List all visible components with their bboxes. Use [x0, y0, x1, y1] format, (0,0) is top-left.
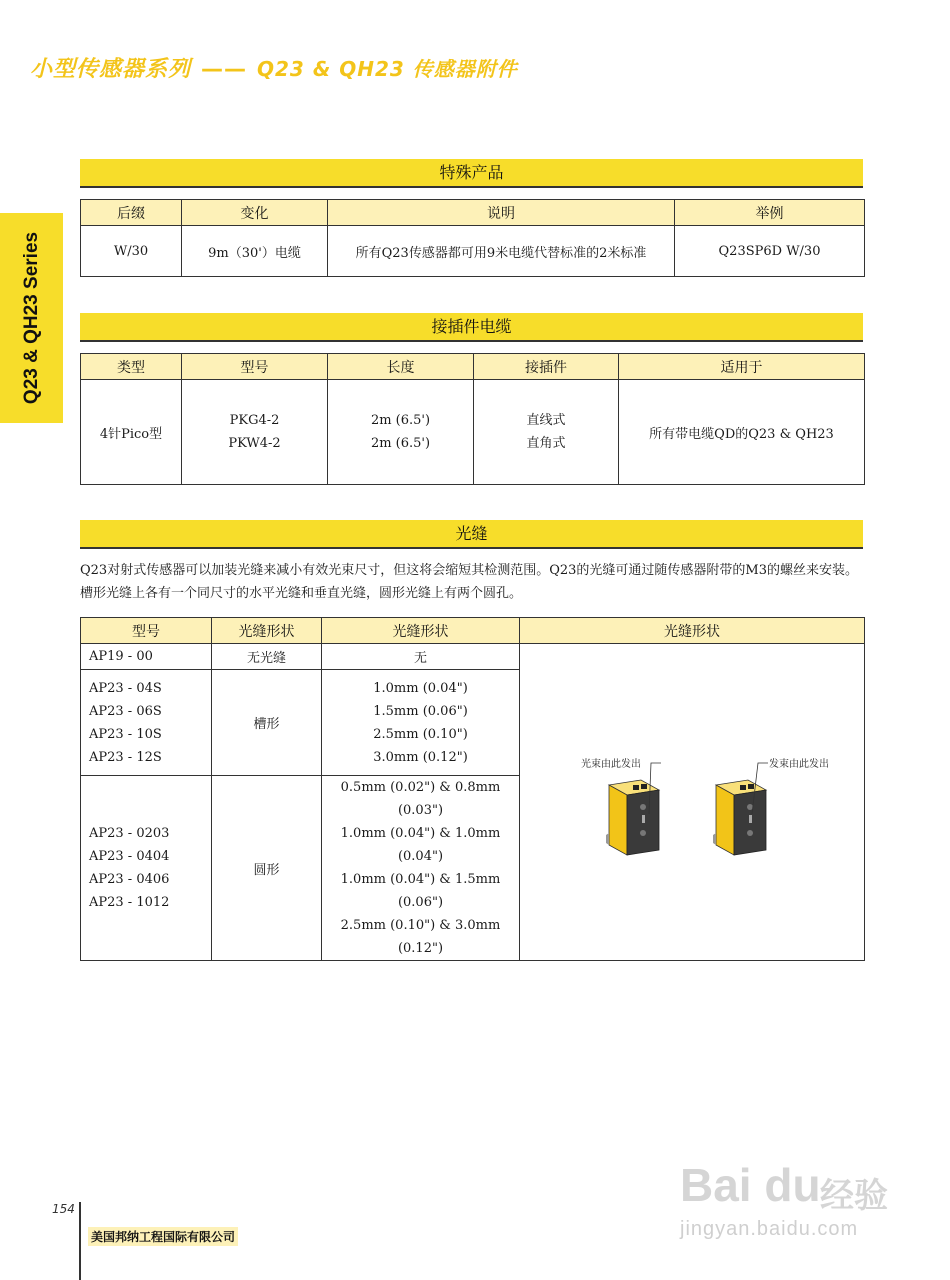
- cell-change: 9m（30'）电缆: [182, 226, 328, 277]
- model-line: AP23 - 04S: [89, 680, 162, 696]
- col-header-size: 光缝形状: [322, 618, 520, 644]
- table-row: [81, 380, 865, 485]
- cell-type: 4针Pico型: [81, 380, 182, 485]
- col-header-model: 型号: [182, 354, 328, 380]
- connector-line: 直角式: [526, 436, 566, 451]
- sensor-right: [713, 780, 766, 855]
- cell-model: AP19 - 00: [81, 644, 212, 670]
- cell-models: [81, 776, 212, 961]
- cell-example: Q23SP6D W/30: [675, 226, 865, 277]
- table-row: [81, 644, 865, 670]
- model-line: AP23 - 0404: [89, 849, 170, 864]
- label-beam-right: 发束由此发出: [768, 759, 829, 770]
- section-special-title: 特殊产品: [80, 159, 863, 188]
- length-line: 2m (6.5'): [370, 413, 431, 428]
- col-header-connector: 接插件: [474, 354, 619, 380]
- label-beam-left: 光束由此发出: [580, 759, 641, 770]
- model-line: AP23 - 0203: [89, 826, 170, 841]
- col-header-model: 型号: [81, 618, 212, 644]
- model-line: PKW4-2: [228, 436, 281, 451]
- footer-rule: [79, 1202, 81, 1280]
- series-subtitle: Q23 & QH23 传感器附件: [257, 57, 518, 81]
- table-header-row: [81, 200, 865, 226]
- watermark-cn: 经验: [820, 1176, 888, 1216]
- page-title: [30, 52, 518, 83]
- watermark-url: jingyan.baidu.com: [680, 1218, 859, 1240]
- col-header-description: 说明: [328, 200, 675, 226]
- size-line: 0.5mm (0.02") & 0.8mm (0.03"): [340, 780, 501, 818]
- col-header-length: 长度: [328, 354, 474, 380]
- model-line: AP23 - 12S: [89, 749, 162, 765]
- cell-connectors: [474, 380, 619, 485]
- cell-shape: 槽形: [212, 670, 322, 776]
- sensor-figure: [521, 683, 864, 917]
- sensor-left: [606, 780, 659, 855]
- col-header-type: 类型: [81, 354, 182, 380]
- model-line: PKG4-2: [229, 413, 280, 428]
- size-line: 1.5mm (0.06"): [373, 703, 468, 719]
- model-line: AP23 - 06S: [89, 703, 162, 719]
- col-header-example: 举例: [675, 200, 865, 226]
- page-number: 154: [52, 1202, 75, 1216]
- size-line: 1.0mm (0.04"): [373, 680, 468, 696]
- aperture-table: [80, 617, 865, 961]
- length-line: 2m (6.5'): [370, 436, 431, 451]
- aperture-intro-text: Q23对射式传感器可以加装光缝来减小有效光束尺寸，但这将会缩短其检测范围。Q23的光缝可通过随传感器附带的M3的螺丝来安装。槽形光缝上各有一个同尺寸的水平光缝和垂直光缝，圆形光缝上有两个圆孔。: [80, 563, 858, 601]
- sensor-figure-cell: [520, 644, 865, 961]
- title-dash: ——: [201, 57, 248, 82]
- size-line: 3.0mm (0.12"): [373, 749, 468, 765]
- col-header-figure: 光缝形状: [520, 618, 865, 644]
- company-name: 美国邦纳工程国际有限公司: [88, 1227, 238, 1246]
- cell-sizes: [322, 776, 520, 961]
- side-tab: [0, 213, 63, 423]
- watermark-logo: Bai du: [680, 1159, 821, 1211]
- section-aperture-title: 光缝: [80, 520, 863, 549]
- cell-models: [182, 380, 328, 485]
- cell-lengths: [328, 380, 474, 485]
- cell-suffix: W/30: [81, 226, 182, 277]
- size-line: 2.5mm (0.10") & 3.0mm (0.12"): [340, 918, 501, 956]
- cell-description: 所有Q23传感器都可用9米电缆代替标准的2米标准: [328, 226, 675, 277]
- special-products-table: [80, 199, 865, 277]
- table-header-row: [81, 618, 865, 644]
- col-header-suffix: 后缀: [81, 200, 182, 226]
- cell-models: [81, 670, 212, 776]
- size-line: 1.0mm (0.04") & 1.0mm (0.04"): [340, 826, 501, 864]
- model-line: AP23 - 0406: [89, 872, 170, 887]
- table-row: [81, 226, 865, 277]
- table-header-row: [81, 354, 865, 380]
- size-line: 1.0mm (0.04") & 1.5mm (0.06"): [340, 872, 501, 910]
- size-line: 2.5mm (0.10"): [373, 726, 468, 742]
- cell-sizes: [322, 670, 520, 776]
- cell-applies: 所有带电缆QD的Q23 & QH23: [619, 380, 865, 485]
- model-line: AP23 - 1012: [89, 895, 170, 910]
- col-header-shape: 光缝形状: [212, 618, 322, 644]
- connector-cable-table: [80, 353, 865, 485]
- model-line: AP23 - 10S: [89, 726, 162, 742]
- connector-line: 直线式: [526, 413, 566, 428]
- cell-size: 无: [322, 644, 520, 670]
- cell-shape: 圆形: [212, 776, 322, 961]
- cell-shape: 无光缝: [212, 644, 322, 670]
- col-header-applies: 适用于: [619, 354, 865, 380]
- series-title: 小型传感器系列: [30, 57, 192, 82]
- side-tab-label: Q23 & QH23 Series: [20, 231, 42, 405]
- section-cable-title: 接插件电缆: [80, 313, 863, 342]
- col-header-change: 变化: [182, 200, 328, 226]
